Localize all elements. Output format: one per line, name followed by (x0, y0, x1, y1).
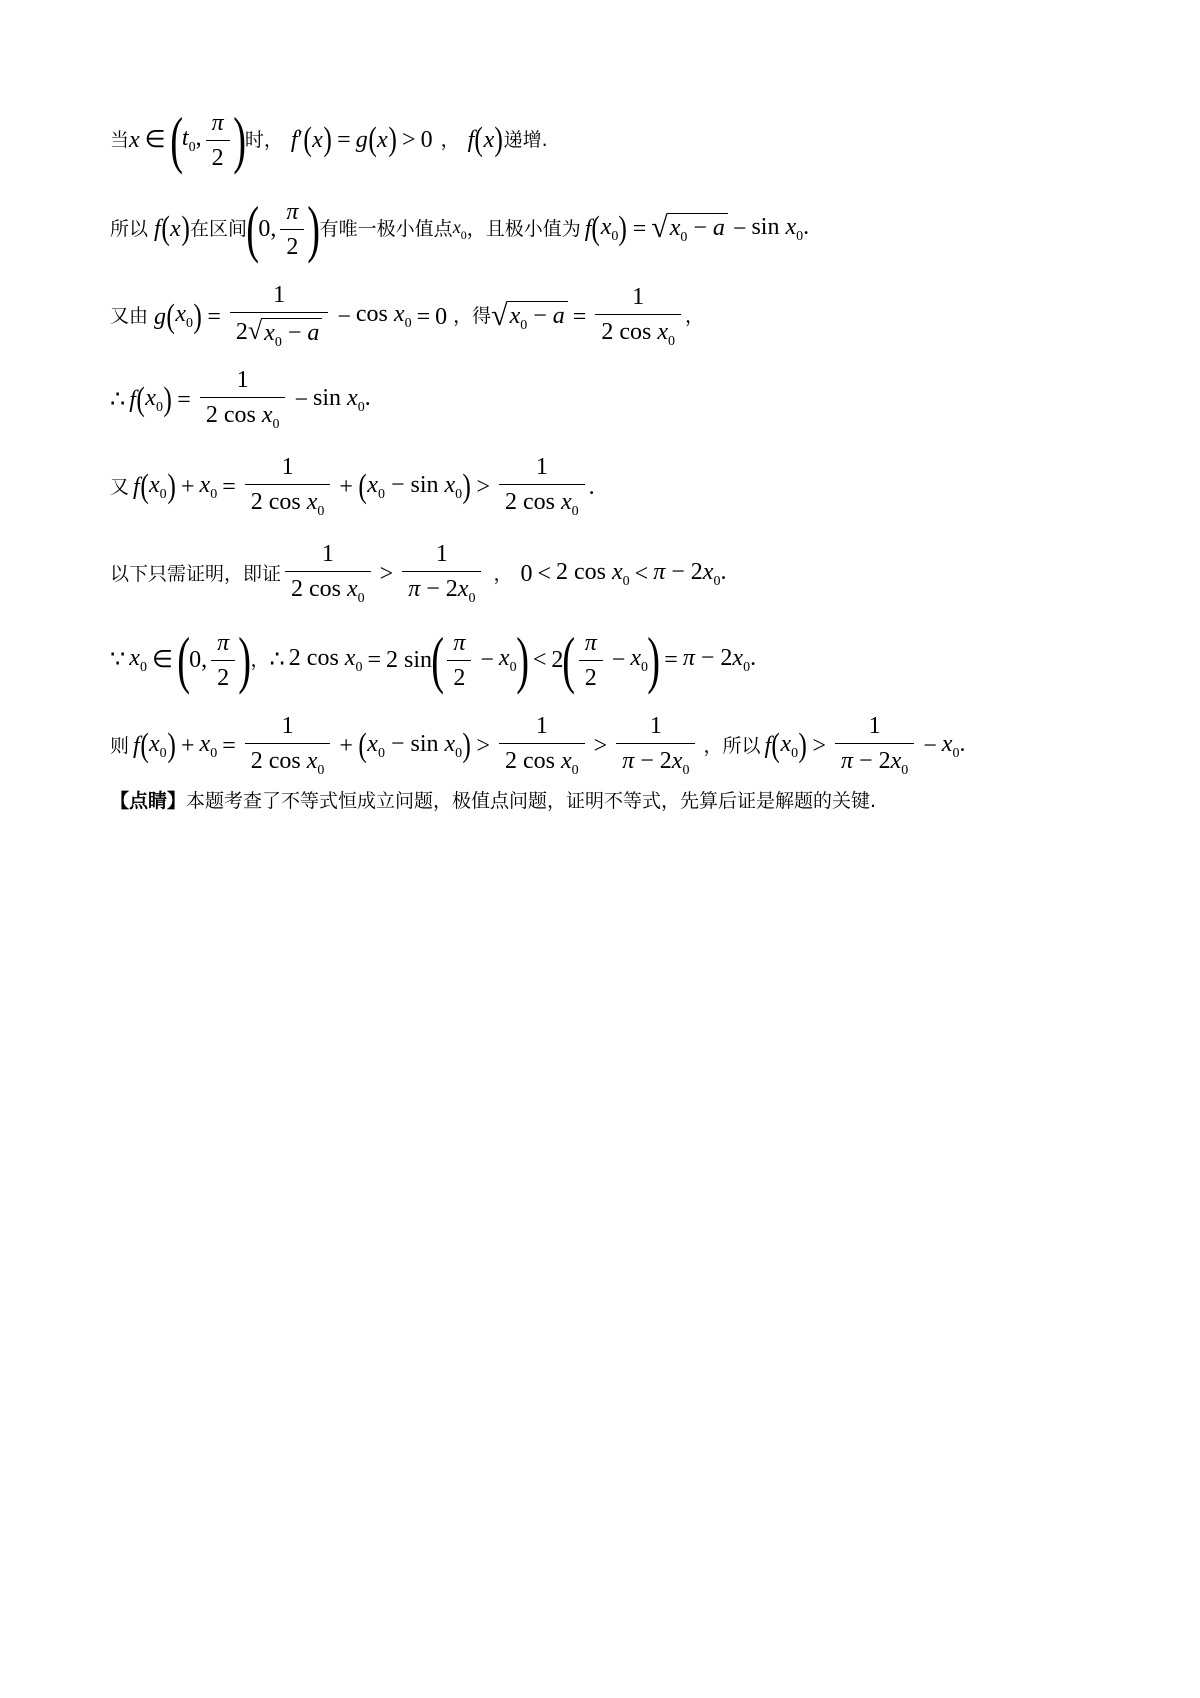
solution-line-4: ∴ f ( $x_0$ ) = $\frac{1}{2 \cos x_0}$ − $\sin x_0$. (110, 367, 371, 432)
line-2-text-unique-min: 有唯一极小值点 (319, 217, 453, 240)
line-2-text-so: 所以 (110, 217, 149, 240)
line-6-text-prove: 以下只需证明，即证 (110, 562, 282, 585)
solution-line-6: 以下只需证明，即证 $\frac{1}{2 \cos x_0}$ > $\frac{1}{\pi - 2x_0}$ ， 0 < 2 $\cos x_0$ < $\pi - 2x_0$. (110, 541, 727, 606)
comment-label: 【点睛】 (110, 790, 187, 812)
comment-text: 本题考查了不等式恒成立问题，极值点问题，证明不等式，先算后证是解题的关键. (186, 790, 877, 812)
solution-line-3: 又由 g ( $x_0$ ) = 1 2 √ $x_0 - a$ − $\cos x_0$ = 0 ，得 √ $x_0 - a$ = $\frac{1}{2 \cos x_0}$ ， (110, 282, 705, 350)
solution-line-2: 所以 f ( x ) 在区间 ( 0, $\frac{\pi}{2}$ ) 有唯一极小值点 $x_0$ ，且极小值为 f ( $x_0$ ) = √ $x_0 - a$ − $\sin x_0$. (110, 193, 810, 264)
line-8-text-then: 则 (110, 734, 130, 757)
line-3-text-also: 又由 (110, 305, 149, 327)
solution-line-8: 则 f ( $x_0$ ) + $x_0$ = $\frac{1}{2 \cos x_0}$ + ( $x_0 - \sin x_0$ ) > $\frac{1}{2 \cos x_0}$ > $\frac{1}{\pi - 2x_0}$ ，所以 f ( $x_0$ ) > $\frac{1}{\pi - 2x_0}$ − $x_0$. (110, 713, 966, 778)
line-1-text-increasing: 递增. (503, 128, 548, 151)
solution-line-1: 当 x ∈ ( $t_0$, $\frac{\pi}{2}$ ) 时， f′ ( x ) = g ( x ) > 0 ， f ( x ) 递增. (110, 104, 548, 175)
line-2-text-min-value: ，且极小值为 (466, 217, 581, 240)
solution-line-7: ∵ $x_0$ ∈ ( 0, $\frac{\pi}{2}$ ) ， ∴ 2 $\cos x_0$ = 2 sin ( $\frac{\pi}{2}$ − $x_0$ ) < 2 ( $\frac{\pi}{2}$ − $x_0$ ) = $\pi - 2x_0$. (110, 624, 757, 695)
line-5-text-also: 又 (110, 475, 130, 498)
line-3-text-get: ，得 (453, 305, 492, 327)
line-8-text-so: ，所以 (703, 734, 761, 757)
line-1-comma: ， (440, 128, 460, 151)
solution-line-5: 又 f ( $x_0$ ) + $x_0$ = $\frac{1}{2 \cos x_0}$ + ( $x_0 - \sin x_0$ ) > $\frac{1}{2 \cos x_0}$ . (110, 454, 595, 519)
comment-line (110, 792, 1140, 811)
line-1-text-when: 当 (110, 128, 130, 151)
line-2-text-interval: 在区间 (190, 217, 248, 240)
line-1-text-then: 时， (244, 128, 283, 151)
